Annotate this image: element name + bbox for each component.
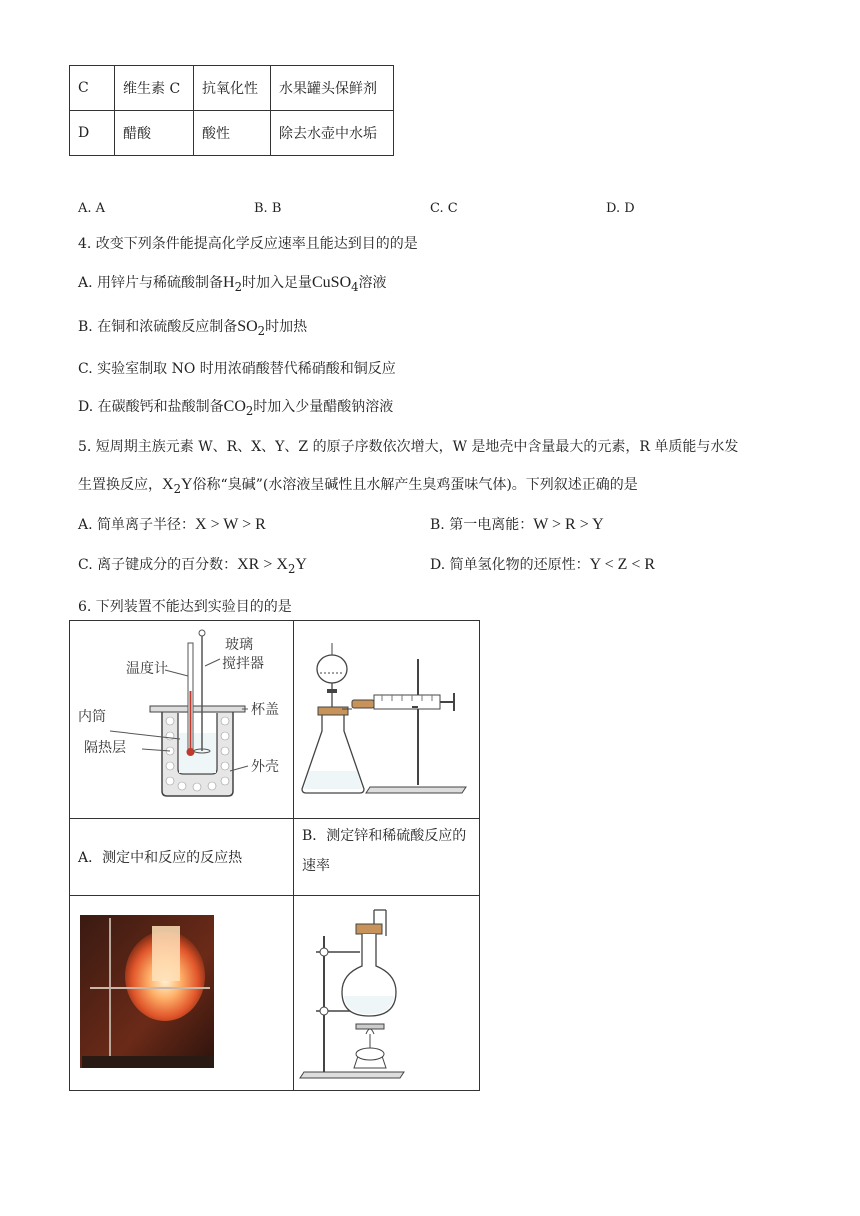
q5-d-text: D. 简单氢化物的还原性： xyxy=(430,557,590,573)
q5-c-text: C. 离子键成分的百分数： xyxy=(78,557,238,573)
q4-b-post: 时加热 xyxy=(265,319,308,335)
caption-b: B．测定锌和稀硫酸反应的速率 xyxy=(302,828,467,874)
figure-photo-cell xyxy=(70,896,294,1091)
apparatus-table xyxy=(69,620,480,1091)
figure-flask-heating-cell xyxy=(294,896,480,1091)
q5-c-formula: XR > X xyxy=(237,556,288,573)
formula-y: Y xyxy=(180,476,193,493)
formula-x: X xyxy=(162,476,174,493)
caption-a: A．测定中和反应的反应热 xyxy=(78,850,243,866)
table-row xyxy=(70,66,394,111)
label-inner: 内筒 xyxy=(78,709,106,725)
subscript: 2 xyxy=(257,323,266,338)
q3-option-d[interactable]: D. D xyxy=(606,201,635,216)
q5-option-d[interactable] xyxy=(430,554,655,574)
subscript: 2 xyxy=(287,561,296,576)
q6-stem: 6. 下列装置不能达到实验目的的是 xyxy=(78,599,292,615)
subscript: 4 xyxy=(351,279,359,294)
label-insulation: 隔热层 xyxy=(84,740,126,756)
q4-stem: 4. 改变下列条件能提高化学反应速率且能达到目的的是 xyxy=(78,236,418,252)
q5-stem-pre: 生置换反应， xyxy=(78,477,162,493)
q4-option-c[interactable]: C. 实验室制取 NO 时用浓硝酸替代稀硝酸和铜反应 xyxy=(78,361,396,377)
row-property: 酸性 xyxy=(194,111,271,156)
q4-option-b[interactable] xyxy=(78,316,307,338)
q5-d-formula: Y < Z < R xyxy=(589,556,656,573)
row-use: 除去水壶中水垢 xyxy=(271,111,394,156)
row-property: 抗氧化性 xyxy=(194,66,271,111)
q4-a-post: 溶液 xyxy=(358,275,387,291)
subscript: 2 xyxy=(234,279,242,294)
formula-h: H xyxy=(223,274,235,291)
calorimeter-diagram xyxy=(70,621,293,814)
figure-calorimeter-cell xyxy=(70,621,294,819)
heating-apparatus-diagram xyxy=(294,896,479,1086)
table-row xyxy=(70,111,394,156)
row-letter: C xyxy=(70,66,115,111)
q4-a-mid: 时加入足量 xyxy=(242,275,312,291)
label-glass-1: 玻璃 xyxy=(225,637,253,653)
q3-option-a[interactable]: A. A xyxy=(78,201,106,216)
q5-c-formula-y: Y xyxy=(295,556,307,573)
properties-table xyxy=(69,65,394,156)
label-shell: 外壳 xyxy=(251,759,279,775)
q5-a-formula: X > W > R xyxy=(195,516,266,533)
q3-option-c[interactable]: C. C xyxy=(430,201,458,216)
label-thermometer: 温度计 xyxy=(126,661,168,677)
formula-cuso4: CuSO xyxy=(312,274,352,291)
q3-option-b[interactable]: B. B xyxy=(254,201,282,216)
q5-option-a[interactable] xyxy=(78,514,266,534)
q5-a-text: A. 简单离子半径： xyxy=(78,517,196,533)
q5-stem-post: 俗称“臭碱”(水溶液呈碱性且水解产生臭鸡蛋味气体)。下列叙述正确的是 xyxy=(192,477,638,493)
q4-a-text: A. 用锌片与稀硫酸制备 xyxy=(78,275,224,291)
q5-option-b[interactable] xyxy=(430,514,604,534)
subscript: 2 xyxy=(245,403,254,418)
q5-stem-line1: 5. 短周期主族元素 W、R、X、Y、Z 的原子序数依次增大，W 是地壳中含量最大的元素，R 单质能与水发 xyxy=(78,439,739,455)
q4-option-a[interactable] xyxy=(78,272,387,294)
row-use: 水果罐头保鲜剂 xyxy=(271,66,394,111)
label-glass-2: 搅拌器 xyxy=(222,656,264,672)
row-letter: D xyxy=(70,111,115,156)
q5-b-formula: W > R > Y xyxy=(533,516,604,533)
row-substance: 维生素 C xyxy=(115,66,194,111)
caption-a-cell xyxy=(70,819,294,896)
label-lid: 杯盖 xyxy=(251,702,279,718)
figure-syringe-cell xyxy=(294,621,480,819)
caption-b-cell xyxy=(294,819,480,896)
q4-d-post: 时加入少量醋酸钠溶液 xyxy=(253,399,394,415)
q4-d-text: D. 在碳酸钙和盐酸制备 xyxy=(78,399,224,415)
subscript: 2 xyxy=(173,481,181,496)
flame-photo xyxy=(70,896,293,1086)
formula-so2: SO xyxy=(237,318,258,335)
q5-stem-line2 xyxy=(78,474,638,496)
row-substance: 醋酸 xyxy=(115,111,194,156)
q5-option-c[interactable] xyxy=(78,554,307,576)
syringe-apparatus-diagram xyxy=(294,621,479,814)
q5-b-text: B. 第一电离能： xyxy=(430,517,534,533)
q4-option-d[interactable] xyxy=(78,396,393,418)
q4-b-text: B. 在铜和浓硫酸反应制备 xyxy=(78,319,238,335)
formula-co2: CO xyxy=(223,398,246,415)
